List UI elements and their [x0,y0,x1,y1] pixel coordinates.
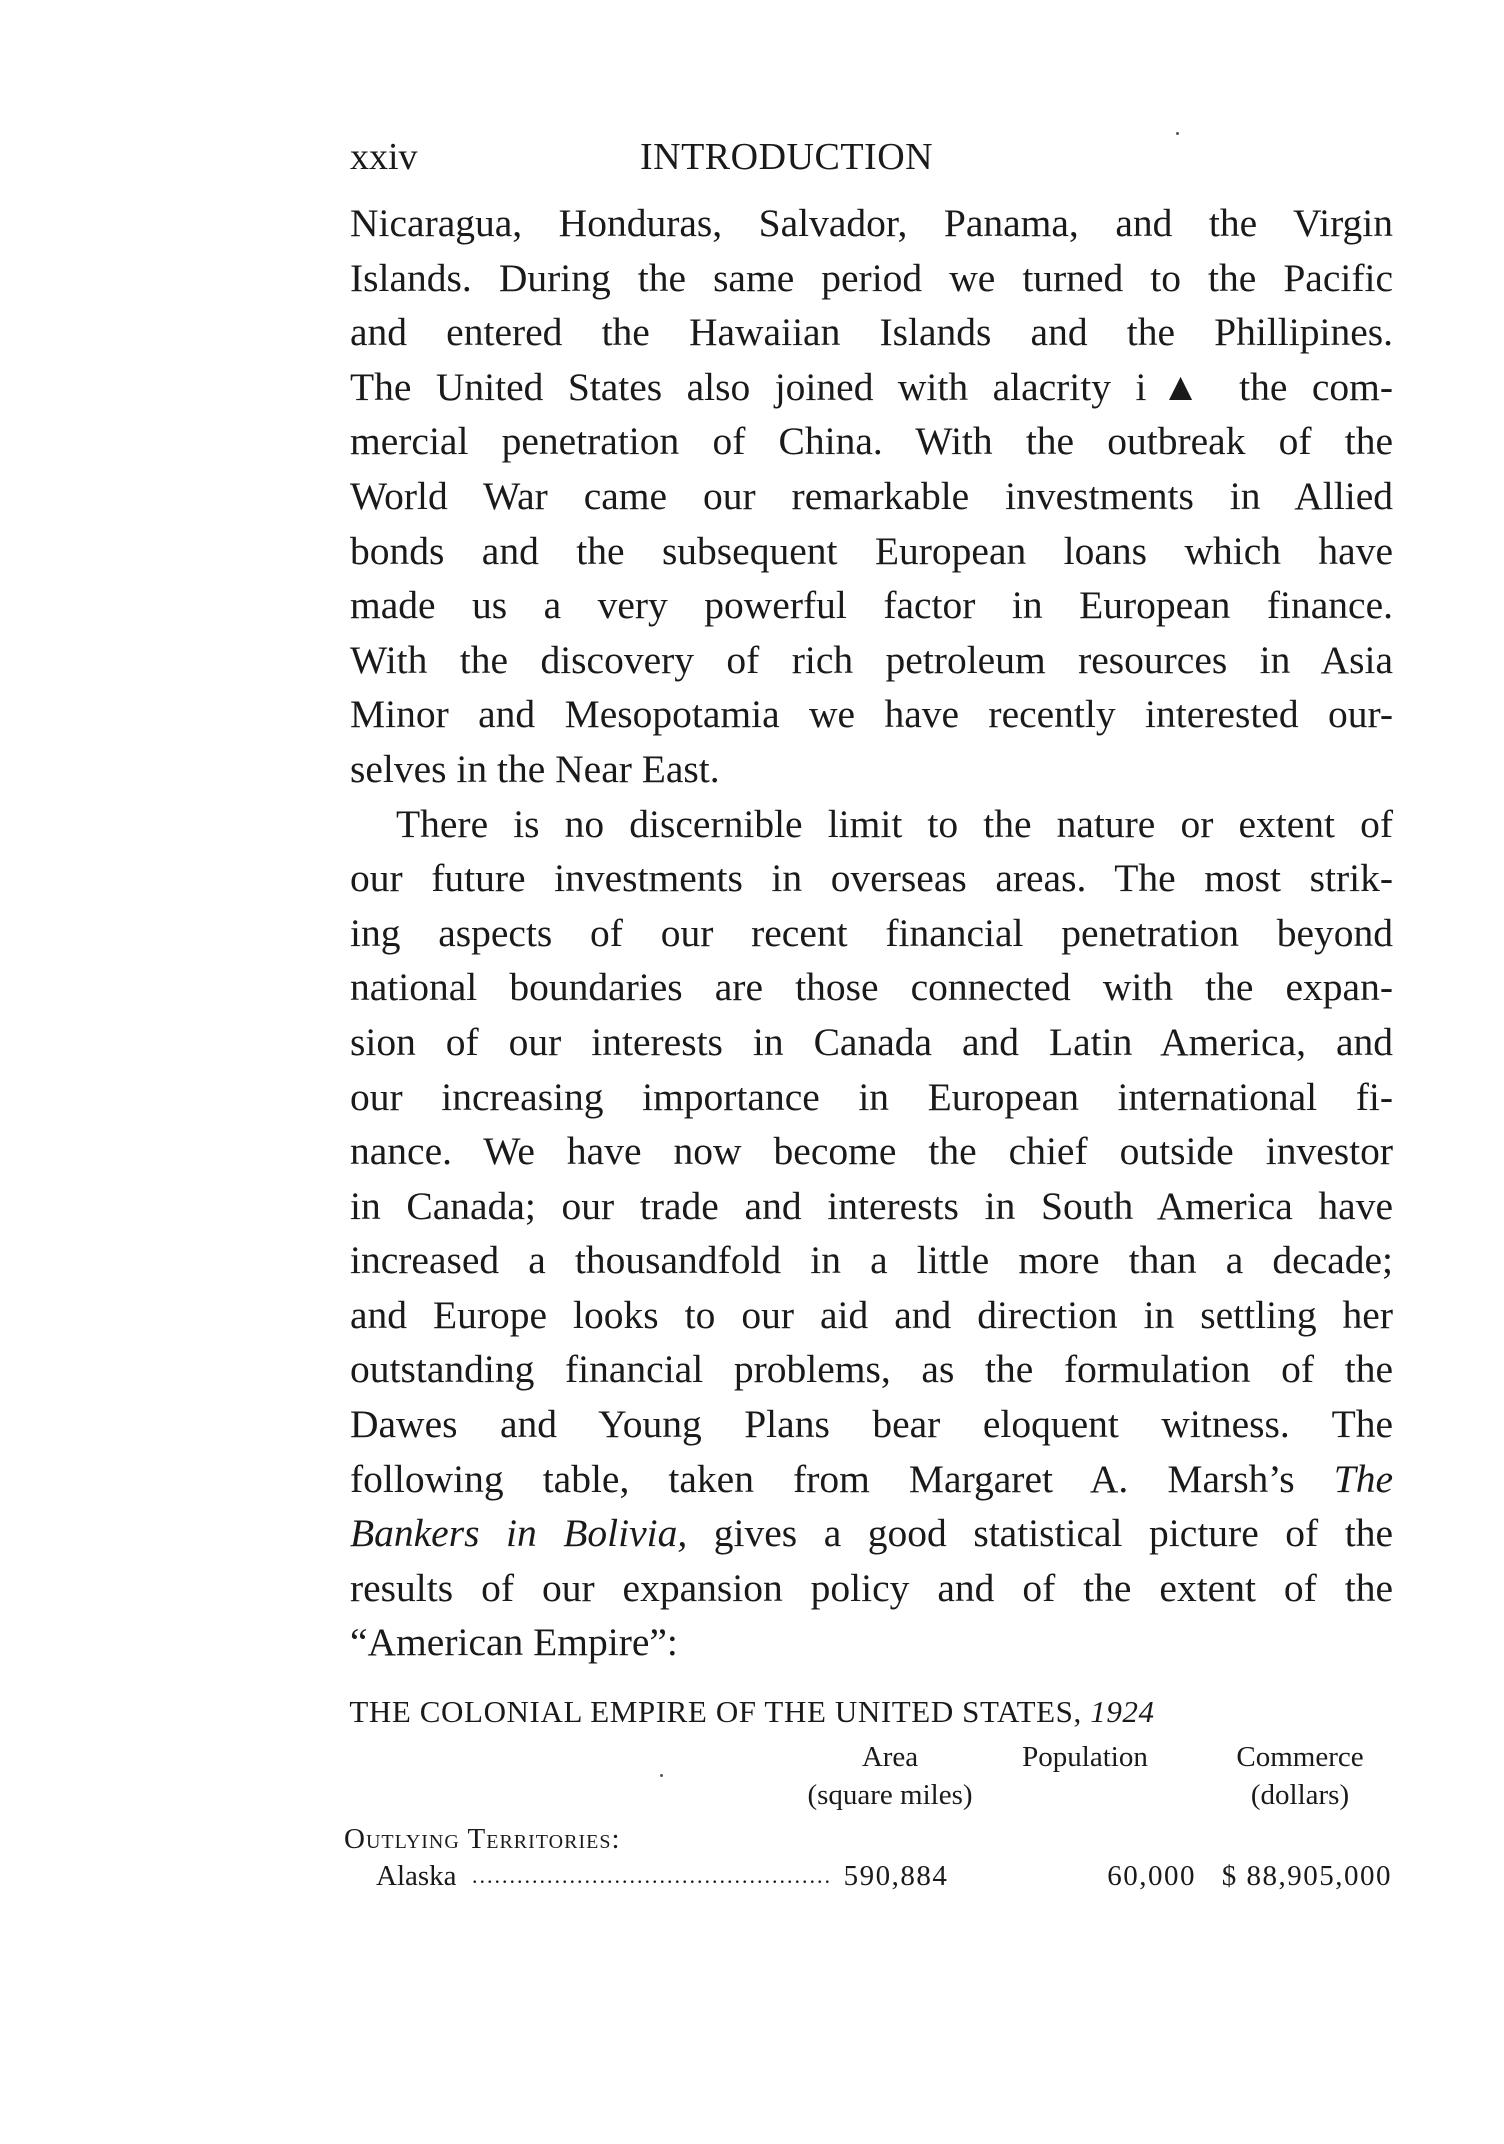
running-head [350,132,1390,182]
paragraph2-line: nance. We have now become the chief outside investor [350,1129,1393,1174]
paragraph2-line: and Europe looks to our aid and direction in settling her [350,1292,1393,1337]
paragraph1-line: bonds and the subsequent European loans which have [350,528,1393,573]
paragraph2-line [350,1506,1393,1561]
paragraph2-line: outstanding financial problems, as the formulation of the [350,1347,1393,1392]
paragraph1-line: Nicaragua, Honduras, Salvador, Panama, and the Virgin [350,201,1393,245]
page-number: xxiv [350,136,418,178]
paragraph2-line: results of our expansion policy and of the extent of the [350,1565,1393,1610]
paragraph1-line: The United States also joined with alacrity i▲ the com- [350,364,1393,409]
column-header-area [780,1738,1000,1814]
scan-speck [660,1774,663,1777]
paragraph1-line: Islands. During the same period we turned to the Pacific [350,255,1393,300]
column-header-population-title: Population [1022,1741,1148,1773]
body-text [350,196,1393,1670]
paragraph1-line: Minor and Mesopotamia we have recently interested our- [350,692,1393,737]
book-title-italic: Bankers in Bolivia, [350,1511,688,1556]
book-title-italic: The [1333,1456,1393,1501]
row-population-value: 60,000 [1107,1860,1196,1892]
column-header-commerce-unit: (dollars) [1250,1779,1350,1811]
paragraph2-line: “American Empire”: [350,1620,678,1665]
paragraph1-line: made us a very powerful factor in European finance. [350,583,1393,628]
paragraph1-line: and entered the Hawaiian Islands and the Phillipines. [350,310,1393,355]
row-dot-leader: ................................................ [472,1863,832,1888]
row-territory-name: Alaska [376,1860,457,1892]
paragraph1-line: mercial penetration of China. With the outbreak of the [350,419,1393,464]
paragraph2-line: national boundaries are those connected with the expan- [350,965,1393,1010]
column-header-population [1000,1738,1170,1776]
paragraph2-line: ing aspects of our recent financial penetration beyond [350,910,1393,955]
table-row [376,1856,1392,1896]
line-text: gives a good statistical picture of the [687,1511,1393,1556]
paragraph2-line: increased a thousandfold in a little more than a decade; [350,1238,1393,1283]
paragraph2-line: Dawes and Young Plans bear eloquent witness. The [350,1402,1393,1447]
paragraph2-line: There is no discernible limit to the nature or extent of [396,801,1393,846]
row-commerce-value: $ 88,905,000 [1221,1860,1392,1892]
paragraph2-line: our future investments in overseas areas. The most strik- [350,856,1393,901]
paragraph1-line: selves in the Near East. [350,746,720,791]
paragraph2-line: in Canada; our trade and interests in South America have [350,1183,1393,1228]
running-title: INTRODUCTION [640,136,934,178]
paragraph1-line: With the discovery of rich petroleum resources in Asia [350,637,1393,682]
paragraph2-line: our increasing importance in European international fi- [350,1074,1393,1119]
line-text: following table, taken from Margaret A. Marsh’s [350,1456,1334,1501]
paragraph1-line: World War came our remarkable investments in Allied [350,473,1393,518]
paragraph2-line: sion of our interests in Canada and Latin America, and [350,1019,1393,1064]
table-caption [0,1692,1504,1732]
column-header-area-unit: (square miles) [807,1779,973,1811]
table-caption-year: 1924 [1090,1694,1155,1729]
scan-speck [1176,132,1179,135]
column-header-area-title: Area [861,1741,919,1773]
table-caption-text: THE COLONIAL EMPIRE OF THE UNITED STATES, [349,1694,1091,1729]
paragraph2-line [350,1452,1393,1507]
table-section-label: Outlying Territories: [344,1823,621,1855]
column-header-commerce-title: Commerce [1236,1741,1364,1773]
column-header-commerce [1210,1738,1390,1814]
row-area-value: 590,884 [843,1860,949,1892]
